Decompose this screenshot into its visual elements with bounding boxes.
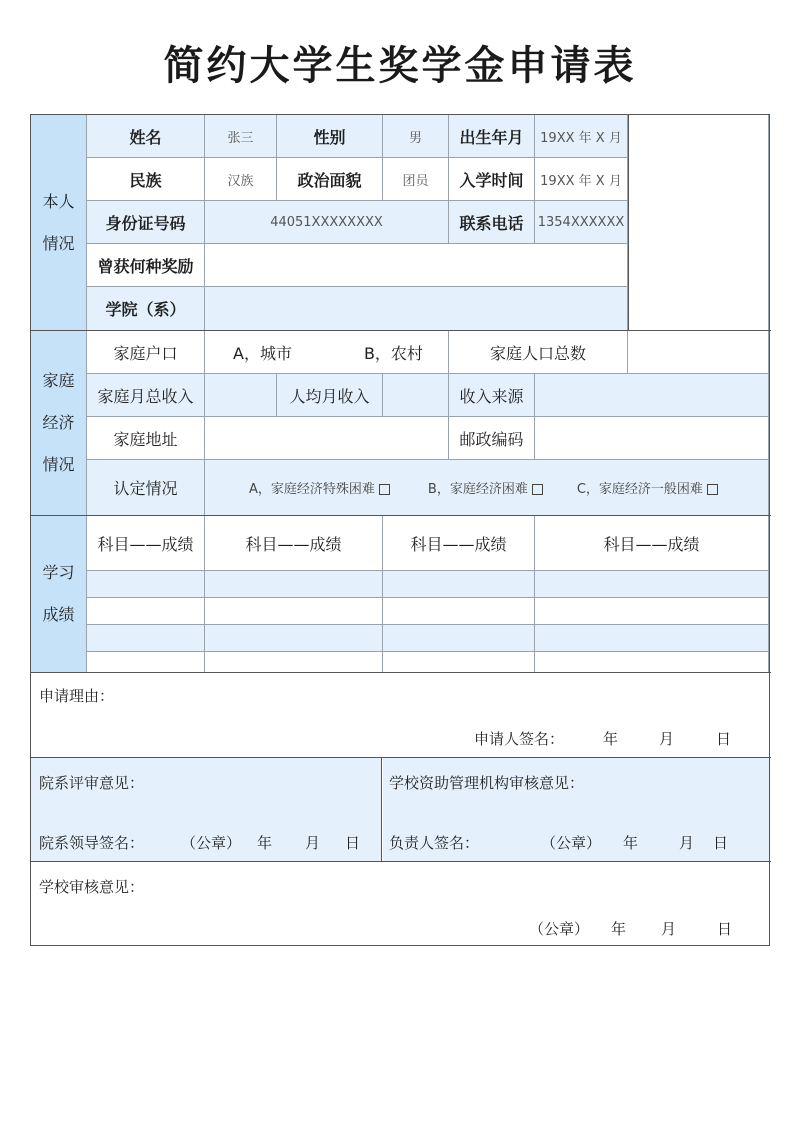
postcode-field[interactable] [535,417,769,460]
score-cell[interactable] [535,625,769,652]
identify-label: 认定情况 [87,460,205,516]
applicant-sign-label: 申请人签名： [474,730,565,748]
score-cell[interactable] [383,625,535,652]
score-cell[interactable] [87,598,205,625]
section-personal-line1: 本人 [42,191,75,211]
political-label: 政治面貌 [277,158,383,201]
address-label: 家庭地址 [87,417,205,460]
section-personal [31,115,87,331]
score-cell[interactable] [535,571,769,598]
ethnic-label: 民族 [87,158,205,201]
checkbox-icon[interactable] [532,484,543,495]
enroll-field[interactable]: 19XX 年 X 月 [535,158,628,201]
office-seal: （公章） [541,834,602,852]
score-cell[interactable] [535,652,769,673]
score-cell[interactable] [383,571,535,598]
per-capita-label: 人均月收入 [277,374,383,417]
checkbox-icon[interactable] [707,484,718,495]
reason-area[interactable] [31,673,769,758]
school-month: 月 [661,920,677,938]
source-label: 收入来源 [449,374,535,417]
office-review-area[interactable] [383,758,769,862]
dept-sign-label: 院系领导签名： [39,834,145,852]
score-cell[interactable] [87,652,205,673]
score-cell[interactable] [383,598,535,625]
id-label: 身份证号码 [87,201,205,244]
awards-field[interactable] [205,244,628,287]
identify-option-a[interactable] [249,478,390,497]
name-field[interactable]: 张三 [205,115,277,158]
section-economy-line1: 家庭 [42,371,75,390]
score-cell[interactable] [205,652,383,673]
gender-field[interactable]: 男 [383,115,449,158]
score-cell[interactable] [383,652,535,673]
office-review-label: 学校资助管理机构审核意见： [389,774,585,792]
section-study [31,516,87,673]
population-field[interactable] [628,331,769,374]
identify-option-b[interactable] [428,478,543,497]
id-field[interactable]: 44051XXXXXXXX [205,201,449,244]
political-field[interactable]: 团员 [383,158,449,201]
dept-year: 年 [257,834,273,852]
phone-field[interactable]: 1354XXXXXX [535,201,628,244]
per-capita-field[interactable] [383,374,449,417]
page-title: 简约大学生奖学金申请表 [163,43,637,89]
identify-option-c[interactable] [577,478,718,497]
application-form [30,114,770,946]
gender-label: 性别 [277,115,383,158]
section-economy-line2: 经济 [42,413,75,432]
office-sign-label: 负责人签名： [389,834,480,852]
reason-month: 月 [659,730,675,748]
checkbox-icon[interactable] [379,484,390,495]
population-label: 家庭人口总数 [449,331,628,374]
dept-seal: （公章） [181,834,242,852]
office-month: 月 [679,834,695,852]
school-seal: （公章） [529,920,590,938]
section-study-line1: 学习 [42,563,75,582]
phone-label: 联系电话 [449,201,535,244]
income-label: 家庭月总收入 [87,374,205,417]
awards-label: 曾获何种奖励 [87,244,205,287]
dept-month: 月 [305,834,321,852]
reason-day: 日 [716,730,732,748]
divider [381,758,382,862]
score-header: 科目——成绩 [87,516,205,571]
name-label: 姓名 [87,115,205,158]
college-label: 学院（系） [87,287,205,331]
address-field[interactable] [205,417,449,460]
score-header: 科目——成绩 [205,516,383,571]
score-cell[interactable] [205,625,383,652]
income-field[interactable] [205,374,277,417]
school-day: 日 [717,920,733,938]
identify-option-b-label: B，家庭经济困难 [427,482,528,497]
score-cell[interactable] [535,598,769,625]
dept-day: 日 [345,834,361,852]
school-review-area[interactable] [31,862,769,945]
section-study-line2: 成绩 [42,605,75,624]
birth-field[interactable]: 19XX 年 X 月 [535,115,628,158]
hukou-option-rural[interactable]: B，农村 [363,343,423,363]
section-personal-line2: 情况 [42,233,75,253]
hukou-option-city[interactable]: A，城市 [233,343,292,363]
school-review-label: 学校审核意见： [39,878,145,896]
office-day: 日 [713,834,729,852]
ethnic-field[interactable]: 汉族 [205,158,277,201]
postcode-label: 邮政编码 [449,417,535,460]
hukou-label: 家庭户口 [87,331,205,374]
hukou-options[interactable] [205,331,449,374]
score-cell[interactable] [87,571,205,598]
score-cell[interactable] [205,598,383,625]
office-year: 年 [623,834,639,852]
score-header: 科目——成绩 [535,516,769,571]
identify-option-c-label: C，家庭经济一般困难 [576,482,703,497]
college-field[interactable] [205,287,628,331]
reason-year: 年 [603,730,619,748]
reason-label: 申请理由： [39,687,115,705]
dept-review-area[interactable] [31,758,381,862]
score-header: 科目——成绩 [383,516,535,571]
source-field[interactable] [535,374,769,417]
score-cell[interactable] [205,571,383,598]
enroll-label: 入学时间 [449,158,535,201]
school-year: 年 [611,920,627,938]
birth-label: 出生年月 [449,115,535,158]
section-economy [31,331,87,516]
dept-review-label: 院系评审意见： [39,774,145,792]
identify-option-a-label: A，家庭经济特殊困难 [249,482,375,497]
identify-options[interactable] [205,460,769,516]
section-economy-line3: 情况 [42,455,75,474]
score-cell[interactable] [87,625,205,652]
photo-box[interactable] [628,115,769,331]
